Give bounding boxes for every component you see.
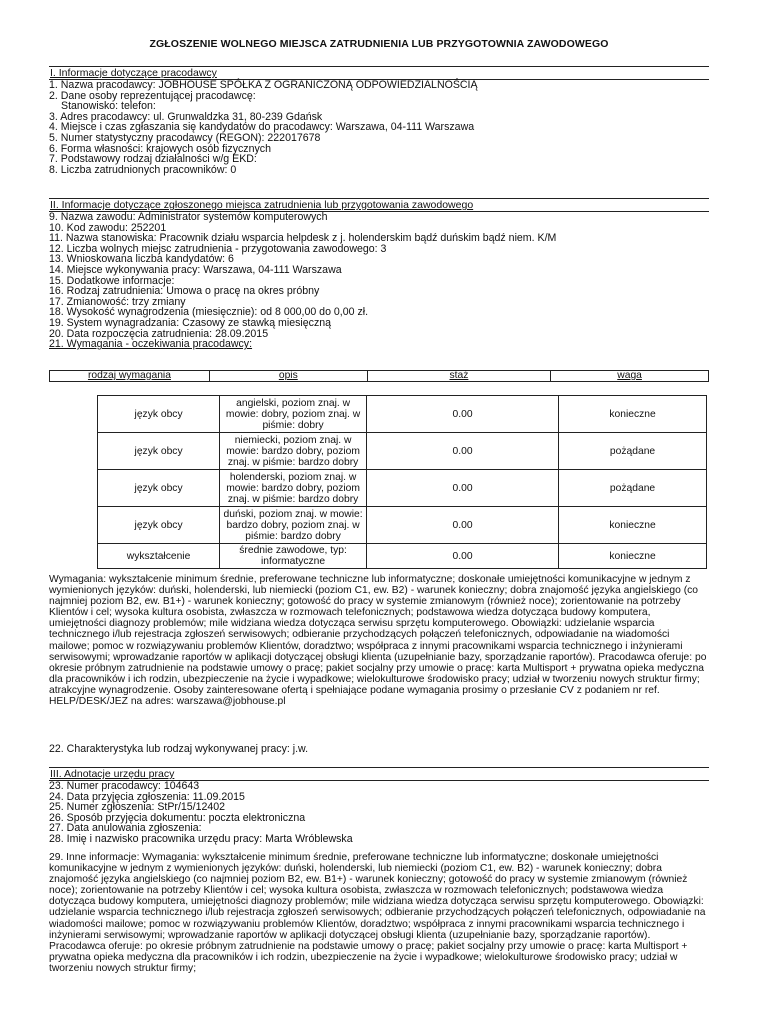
employer-number: 23. Numer pracodawcy: 104643 (49, 780, 200, 792)
header-staz: staż (367, 371, 551, 382)
application-number: 25. Numer zgłoszenia: StPr/15/12402 (49, 801, 226, 814)
candidate-reporting-place: 4. Miejsce i czas zgłaszania się kandydatów do pracodawcy: Warszawa, 04-111 Warszawa (49, 121, 475, 134)
employer-representative: 2. Dane osoby reprezentującej pracodawcę: (49, 89, 256, 102)
requirements-table (97, 395, 707, 569)
ownership-form: 6. Forma własności: krajowych osób fizycznych (49, 142, 271, 155)
employer-position-phone: Stanowisko: telefon: (61, 100, 156, 113)
section-position-heading: II. Informacje dotyczące zgłoszonego miejsca zatrudnienia lub przygotowania zawodowego (49, 198, 709, 212)
position-name: 11. Nazwa stanowiska: Pracownik działu wsparcia helpdesk z j. holenderskim bądź duńskim bądź niem. K/M (49, 232, 557, 245)
other-information: 29. Inne informacje: Wymagania: wykształcenie minimum średnie, preferowane techniczne lub informatyczne; doskonałe umiejętności komunikacyjne w jednym z wymienionych języków: duński, holenderski, lub niemiecki (poziom C1, ew. B2) - warunek konieczny; dobra znajomość języka angielskiego (co najmniej poziom B2, ew. B1+) - warunek konieczny; gotowość do pracy w systemie zmianowym (również noce); zorientowanie na potrzeby Klientów i cel; wysoka kultura osobista, zwłaszcza w rozmowach telefonicznych; podstawowa wiedza dotycząca budowy komputera, umiejętności diagnozy problemów; mile widziana wiedza dotycząca serwisu sprzętu komputerowego. Obowiązki: udzielanie wsparcia technicznego i/lub rejestracja zgłoszeń serwisowych; odbieranie przychodzących połączeń telefonicznych, odpowiadanie na wiadomości mailowe; pomoc w rozwiązywaniu problemów Klientów, doradztwo; współpraca z innymi pracownikami wsparcia technicznego i inżynierami serwisowymi; wprowadzanie raportów w aplikacji dotyczącej obsługi klienta (uzupełnianie bazy, sporządzanie raportów). Pracodawca oferuje: po okresie próbnym zatrudnienie na podstawie umowy o pracę; pakiet socjalny przy umowie o pracę: karta Multisport + prywatna opieka medyczna dla pracowników i ich rodzin, ubezpieczenie na życie i wypadkowe; wielokulturowe środowisko pracy; udział w tworzeniu nowych struktur firmy; (49, 852, 706, 974)
job-characteristics: 22. Charakterystyka lub rodzaj wykonywanej pracy: j.w. (49, 743, 309, 755)
section-office-heading: III. Adnotacje urzędu pracy (49, 767, 709, 781)
table-row: język obcy niemiecki, poziom znaj. w mowie: bardzo dobry, poziom znaj. w piśmie: bardzo dobry 0.00 pożądane (98, 433, 707, 470)
table-row: wykształcenie średnie zawodowe, typ: informatyczne 0.00 konieczne (98, 544, 707, 569)
employment-type: 16. Rodzaj zatrudnienia: Umowa o pracę na okres próbny (49, 285, 320, 298)
header-waga: waga (551, 371, 709, 382)
requirements-header (49, 370, 709, 382)
requirements-label: 21. Wymagania - oczekiwania pracodawcy: (49, 338, 253, 351)
submission-method: 26. Sposób przyjęcia dokumentu: poczta elektroniczna (49, 811, 306, 824)
employer-address: 3. Adres pracodawcy: ul. Grunwaldzka 31, 80-239 Gdańsk (49, 110, 323, 123)
salary: 18. Wysokość wynagrodzenia (miesięcznie): od 8 000,00 do 0,00 zł. (49, 306, 369, 319)
section-employer (49, 66, 709, 175)
header-rodzaj: rodzaj wymagania (50, 371, 210, 382)
document-title: ZGŁOSZENIE WOLNEGO MIEJSCA ZATRUDNIENIA LUB PRZYGOTOWNIA ZAWODOWEGO (149, 38, 609, 50)
pay-system: 19. System wynagradzania: Czasowy ze stawką miesięczną (49, 316, 332, 329)
table-row: język obcy duński, poziom znaj. w mowie: bardzo dobry, poziom znaj. w piśmie: bardzo dobry 0.00 konieczne (98, 507, 707, 544)
employee-count: 8. Liczba zatrudnionych pracowników: 0 (49, 163, 237, 176)
business-activity: 7. Podstawowy rodzaj działalności w/g EKD: (49, 153, 257, 166)
office-employee: 28. Imię i nazwisko pracownika urzędu pracy: Marta Wróblewska (49, 832, 353, 845)
additional-info: 15. Dodatkowe informacje: (49, 274, 175, 287)
section-office (49, 767, 709, 845)
cancellation-date: 27. Data anulowania zgłoszenia: (49, 822, 202, 835)
acceptance-date: 24. Data przyjęcia zgłoszenia: 11.09.2015 (49, 790, 245, 803)
table-row: język obcy angielski, poziom znaj. w mowie: dobry, poziom znaj. w piśmie: dobry 0.00 konieczne (98, 396, 707, 433)
table-row: język obcy holenderski, poziom znaj. w mowie: bardzo dobry, poziom znaj. w piśmie: bardzo dobry 0.00 pożądane (98, 470, 707, 507)
shift-work: 17. Zmianowość: trzy zmiany (49, 295, 186, 308)
work-place: 14. Miejsce wykonywania pracy: Warszawa, 04-111 Warszawa (49, 263, 342, 276)
candidate-count: 13. Wnioskowana liczba kandydatów: 6 (49, 253, 234, 266)
occupation-code: 10. Kod zawodu: 252201 (49, 221, 167, 234)
vacancy-count: 12. Liczba wolnych miejsc zatrudnienia - przygotowania zawodowego: 3 (49, 242, 387, 255)
section-position (49, 198, 709, 350)
requirements-description: Wymagania: wykształcenie minimum średnie, preferowane techniczne lub informatyczne; doskonałe umiejętności komunikacyjne w jednym z wymienionych języków: duński, holenderski, lub niemiecki (poziom C1, ew. B2) - warunek konieczny; dobra znajomość języka angielskiego (co najmniej poziom B2, ew. B1+) - warunek konieczny; gotowość do pracy w systemie zmianowym (również noce); zorientowanie na potrzeby Klientów i cel; wysoka kultura osobista, zwłaszcza w rozmowach telefonicznych; podstawowa wiedza dotycząca budowy komputera, umiejętności diagnozy problemów; mile widziana wiedza dotycząca serwisu sprzętu komputerowego. Obowiązki: udzielanie wsparcia technicznego i/lub rejestracja zgłoszeń serwisowych; odbieranie przychodzących połączeń telefonicznych, odpowiadanie na wiadomości mailowe; pomoc w rozwiązywaniu problemów Klientów, doradztwo; współpraca z innymi pracownikami wsparcia technicznego i inżynierami serwisowymi; wprowadzanie raportów w aplikacji dotyczącej obsługi klienta (uzupełnianie bazy, sporządzanie raportów). Pracodawca oferuje: po okresie próbnym zatrudnienie na podstawie umowy o pracę; pakiet socjalny przy umowie o pracę: karta Multisport + prywatna opieka medyczna dla pracowników i ich rodzin, ubezpieczenie na życie i wypadkowe; wielokulturowe środowisko pracy; udział w tworzeniu nowych struktur firmy; atrakcyjne wynagrodzenie. Osoby zainteresowane ofertą i spełniające podane wymagania prosimy o przesłanie CV z podaniem nr ref. HELP/DESK/JEZ na adres: warszawa@jobhouse.pl (49, 574, 707, 708)
header-opis: opis (209, 371, 367, 382)
employer-name: 1. Nazwa pracodawcy: JOBHOUSE SPÓŁKA Z OGRANICZONĄ ODPOWIEDZIALNOŚCIĄ (49, 79, 478, 91)
start-date: 20. Data rozpoczęcia zatrudnienia: 28.09.2015 (49, 327, 269, 340)
occupation-name: 9. Nazwa zawodu: Administrator systemów komputerowych (49, 211, 328, 223)
employer-regon: 5. Numer statystyczny pracodawcy (REGON): 222017678 (49, 131, 321, 144)
section-employer-heading: I. Informacje dotyczące pracodawcy (49, 66, 709, 80)
